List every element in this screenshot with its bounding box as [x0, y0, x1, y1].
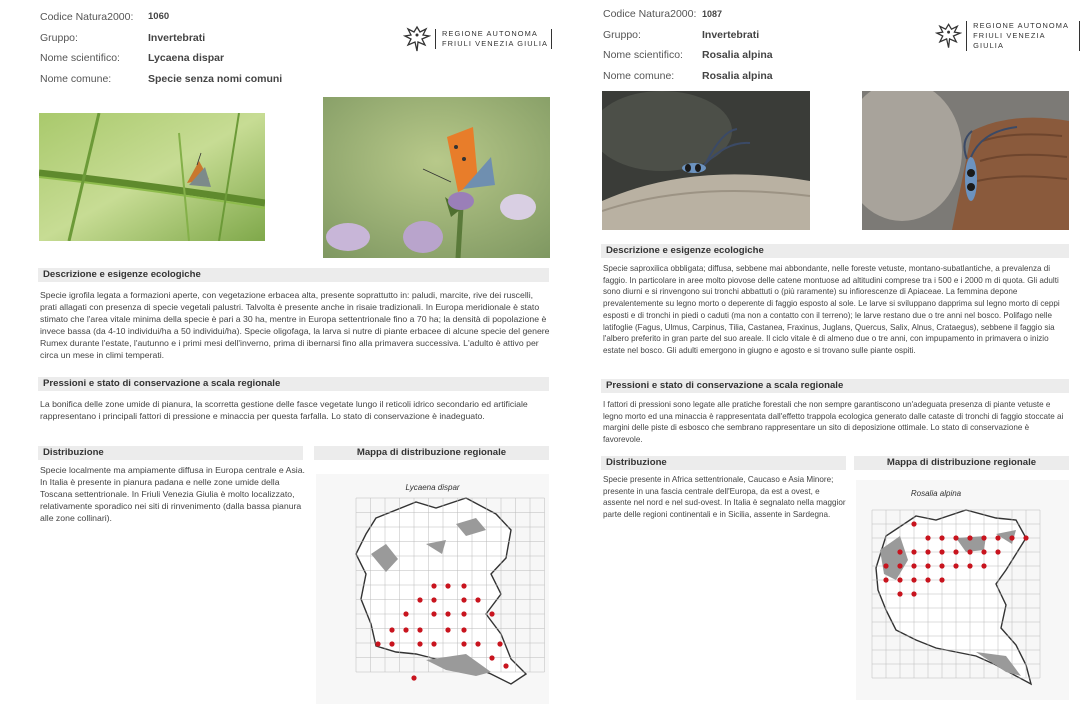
occurrence-dot	[897, 591, 902, 596]
occurrence-dot	[911, 549, 916, 554]
region-logo-text: REGIONE AUTONOMA FRIULI VENEZIA GIULIA	[966, 21, 1080, 51]
occurrence-dot	[1009, 535, 1014, 540]
occurrence-dot	[939, 577, 944, 582]
region-logo	[403, 24, 552, 54]
gruppo-label: Gruppo:	[40, 31, 78, 44]
map-species-label: Rosalia alpina	[910, 489, 962, 498]
comune-value: Rosalia alpina	[702, 69, 773, 82]
descrizione-heading: Descrizione e esigenze ecologiche	[601, 244, 1069, 258]
occurrence-dot	[925, 549, 930, 554]
occurrence-dot	[417, 597, 422, 602]
distribution-map-lycaena	[316, 474, 549, 704]
occurrence-dot	[995, 549, 1000, 554]
distribuzione-text: Specie localmente ma ampiamente diffusa in Europa centrale e Asia. In Italia è presente in pianura padana e nelle zone umide della Toscana settentrionale. In Friuli Venezia Giulia è molto localizzato, relativamente sporadico nei siti di rinvenimento (dalla bassa pianura alle zone collinari).	[40, 465, 305, 523]
gruppo-value: Invertebrati	[148, 31, 206, 44]
occurrence-dot	[389, 627, 394, 632]
comune-label: Nome comune:	[40, 72, 112, 85]
scientifico-label: Nome scientifico:	[40, 52, 120, 64]
occurrence-dot	[445, 583, 450, 588]
occurrence-dot	[911, 563, 916, 568]
eagle-emblem-icon	[935, 21, 962, 51]
gruppo-value: Invertebrati	[702, 28, 760, 41]
distribuzione-heading: Distribuzione	[601, 456, 846, 470]
occurrence-dot	[417, 641, 422, 646]
occurrence-dot	[389, 641, 394, 646]
comune-label: Nome comune:	[603, 69, 675, 82]
occurrence-dot	[489, 655, 494, 660]
occurrence-dot	[411, 675, 416, 680]
distribuzione-text: Specie presente in Africa settentrionale, Caucaso e Asia Minore; presente in una fascia centrale dell'Europa, da est a ovest, e assente nel nord e nel sud-ovest. In Italia è segnalato nella maggior parte delle regioni continentali e in Sicilia, assente in Sardegna.	[603, 475, 846, 520]
region-grid-map	[316, 474, 549, 704]
occurrence-dot	[883, 563, 888, 568]
codice-value: 1087	[702, 9, 723, 19]
occurrence-dot	[953, 563, 958, 568]
occurrence-dot	[461, 627, 466, 632]
descrizione-text: Specie igrofila legata a formazioni aperte, con vegetazione erbacea alta, presente soprattutto in: paludi, marcite, rive dei ruscelli, prati allagati con presenza di specie vegetali palustri. Talvolta è presente anche in risaie tradizionali. In Europa meridionale è stato stimato che l'area vitale minima della specie è pari a 30 ha, mentre in Europa settentrionale fino a 70 ha; la densità di popolazione è invece bassa (da 4-10 individui/ha a 50 individui/ha). Specie oligofaga, la larva si nutre di piante erbacee di alcune specie del genere Rumex durante l'estate, l'autunno e i primi mesi dell'inverno, prima di ibernarsi fino alla primavera successiva. L'adulto è attivo per circa un mese in climi temperati.	[40, 290, 550, 360]
occurrence-dot	[375, 641, 380, 646]
occurrence-dot	[475, 641, 480, 646]
occurrence-dot	[461, 597, 466, 602]
occurrence-dot	[431, 611, 436, 616]
species-sheet-rosalia	[562, 0, 1080, 711]
occurrence-dot	[925, 563, 930, 568]
occurrence-dot	[897, 549, 902, 554]
comune-value: Specie senza nomi comuni	[148, 72, 283, 85]
occurrence-dot	[403, 611, 408, 616]
occurrence-dot	[417, 627, 422, 632]
occurrence-dot	[911, 521, 916, 526]
occurrence-dot	[925, 535, 930, 540]
beetle-on-wood-image	[602, 91, 810, 230]
pressioni-heading: Pressioni e stato di conservazione a scala regionale	[38, 377, 549, 391]
occurrence-dot	[503, 663, 508, 668]
occurrence-dot	[475, 597, 480, 602]
occurrence-dot	[981, 535, 986, 540]
occurrence-dot	[461, 641, 466, 646]
occurrence-dot	[953, 549, 958, 554]
occurrence-dot	[897, 577, 902, 582]
occurrence-dot	[967, 535, 972, 540]
gruppo-label: Gruppo:	[603, 28, 641, 41]
occurrence-dot	[461, 583, 466, 588]
pressioni-text: La bonifica delle zone umide di pianura, la scorretta gestione delle fasce vegetate lungo il reticoli idrico secondario ed artificiale rappresentano i principali fattori di pressione e minaccia per questa farfalla. Lo stato di conservazione è inadeguato.	[40, 399, 528, 421]
region-outline	[356, 498, 526, 684]
occurrence-dot	[403, 627, 408, 632]
species-photo-2	[323, 97, 550, 258]
region-logo-text: REGIONE AUTONOMA FRIULI VENEZIA GIULIA	[435, 29, 552, 49]
occurrence-dot	[897, 563, 902, 568]
occurrence-dot	[431, 597, 436, 602]
map-species-label: Lycaena dispar	[405, 483, 460, 492]
occurrence-dot	[431, 641, 436, 646]
descrizione-heading: Descrizione e esigenze ecologiche	[38, 268, 549, 282]
species-photo-1	[39, 113, 265, 241]
occurrence-dot	[967, 549, 972, 554]
occurrence-dot	[939, 549, 944, 554]
scientifico-label: Nome scientifico:	[603, 49, 683, 61]
distribution-map-rosalia	[856, 480, 1069, 700]
species-header	[603, 4, 773, 86]
occurrence-dot	[431, 583, 436, 588]
occurrence-dot	[911, 591, 916, 596]
species-header	[40, 7, 282, 89]
species-photo-1	[602, 91, 810, 230]
beetle-on-stump-image	[862, 91, 1069, 230]
occurrence-dot	[981, 563, 986, 568]
occurrence-dot	[953, 535, 958, 540]
mappa-heading: Mappa di distribuzione regionale	[314, 446, 549, 460]
species-photo-2	[862, 91, 1069, 230]
mappa-heading: Mappa di distribuzione regionale	[854, 456, 1069, 470]
occurrence-dot	[497, 641, 502, 646]
codice-value: 1060	[148, 11, 170, 22]
scientifico-value: Lycaena dispar	[148, 52, 225, 64]
occurrence-dot	[981, 549, 986, 554]
occurrence-dot	[925, 577, 930, 582]
occurrence-dot	[445, 611, 450, 616]
descrizione-text: Specie saproxilica obbligata; diffusa, sebbene mai abbondante, nelle foreste vetuste, montano-subatlantiche, a prevalenza di faggio. In particolare in aree molto piovose delle catene montuose ad altitudini comprese tra i 500 e i 2000 m di quota. Gli adulti sono diurni e si rinvengono sui tronchi abbattuti o (più raramente) su infiorescenze di Apiaceae. La femmina depone prevalentemente su legno morto o deperente di faggio esposto al sole. Le larve si sviluppano dapprima sul legno morto di ceppi esposti e di tronchi in piedi o caduti (ma non a contatto con il terreno); le larve restano due o tre anni nel bosco. Polifago nelle latifoglie (Fagus, Ulmus, Carpinus, Tilia, Castanea, Fraxinus, Juglans, Quercus, Salix, Alnus, Crataegus), sebbene il faggio sia l'albero preferito in gran parte del suo areale. Il ciclo vitale è di almeno due o tre anni, con impupamento in primavera o inizio estate nel bosco. Gli adulti emergono in giugno e agosto e si trovano sulle piante ospiti.	[603, 264, 1060, 355]
eagle-emblem-icon	[403, 24, 431, 54]
occurrence-dot	[967, 563, 972, 568]
occurrence-dot	[883, 577, 888, 582]
occurrence-dot	[911, 577, 916, 582]
pressioni-text: I fattori di pressioni sono legate alle pratiche forestali che non sempre garantiscono un'adeguata presenza di piante vetuste e legno morto ed una minaccia è rappresentata dall'effetto trappola ecologica generato dalle cataste di tronchi di faggio stoccate ai margini delle piste di esbosco che sembrano rappresentare un sito di deposizione ottimale. Lo stato di conservazione è favorevole.	[603, 400, 1064, 445]
distribuzione-heading: Distribuzione	[38, 446, 303, 460]
region-logo	[935, 21, 1080, 51]
occurrence-dot	[461, 611, 466, 616]
occurrence-dot	[489, 611, 494, 616]
region-grid-map	[856, 480, 1069, 700]
codice-label: Codice Natura2000:	[40, 11, 134, 23]
occurrence-dot	[939, 535, 944, 540]
occurrence-dot	[939, 563, 944, 568]
occurrence-dot	[445, 627, 450, 632]
occurrence-dot	[1023, 535, 1028, 540]
pressioni-heading: Pressioni e stato di conservazione a scala regionale	[601, 379, 1069, 393]
butterfly-on-grass-image	[39, 113, 265, 241]
butterfly-on-thistle-image	[323, 97, 550, 258]
codice-label: Codice Natura2000:	[603, 8, 697, 20]
scientifico-value: Rosalia alpina	[702, 49, 773, 61]
occurrence-dot	[995, 535, 1000, 540]
